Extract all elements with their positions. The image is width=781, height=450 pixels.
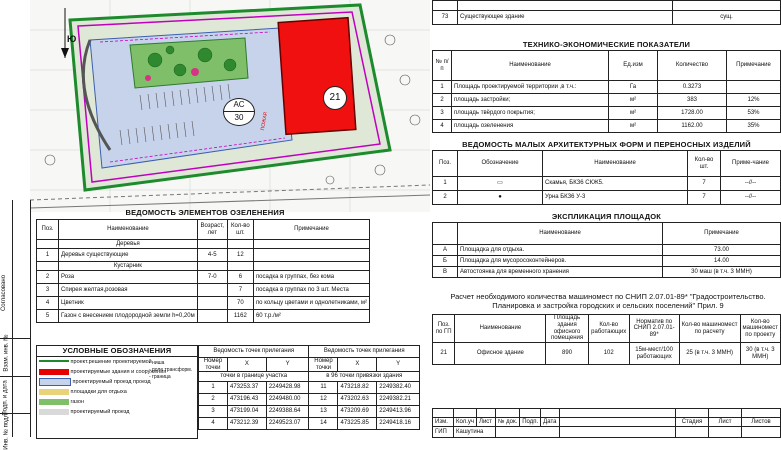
coords-cell: 2249413.96 [377, 406, 420, 418]
coords-cell: 2249382.40 [377, 382, 420, 394]
calc-header: Норматив по СНИП 2.07.01-89* [629, 315, 679, 343]
lawn-swatch [39, 399, 69, 405]
tep-cell: площадь озеленения [452, 120, 609, 133]
green-cell [197, 284, 227, 297]
coords-cell: 473212.39 [228, 418, 267, 430]
stamp-name: Кашутина [454, 427, 496, 438]
coords-header: Y [266, 358, 309, 372]
calc-header: Кол-во машиномест по расчету [679, 315, 740, 343]
maf-cell: 1 [433, 177, 458, 191]
coords-cell: 13 [309, 406, 338, 418]
parking-number: 30 [234, 113, 244, 122]
coords-cell: 473253.37 [228, 382, 267, 394]
stamp-col: Дата [541, 418, 560, 427]
side-strip [0, 200, 31, 450]
rest-area-swatch [39, 389, 69, 395]
green-cell: 60 т.р./м² [253, 310, 369, 323]
legend-item: площадки для отдыха [39, 387, 197, 397]
expl-title: ЭКСПЛИКАЦИЯ ПЛОЩАДОК [551, 212, 662, 221]
green-header: Поз. [37, 220, 59, 240]
coords-cell: 11 [309, 382, 338, 394]
legend-item: проектируемые здания и сооружения [39, 367, 197, 377]
calc-header: Поз. по ГП [433, 315, 455, 343]
green-cell: посадка в группах, без кома [253, 271, 369, 284]
expl-cell: Б [433, 256, 458, 267]
table-row [433, 245, 781, 256]
green-header: Возраст, лет [197, 220, 227, 240]
maf-cell: --//-- [721, 177, 781, 191]
green-cell: 2 [37, 271, 59, 284]
tep-header: Наименование [452, 51, 609, 81]
table-row [37, 310, 370, 323]
green-section-trees: Деревья [59, 240, 198, 249]
green-cell: 4 [37, 297, 59, 310]
coords-cell: 2249523.07 [266, 418, 309, 430]
expl-cell: 14.00 [663, 256, 781, 267]
maf-cell: Урна БКЗ6 У-3 [543, 191, 688, 205]
proj-road-swatch [39, 409, 69, 415]
expl-cell: А [433, 245, 458, 256]
fire-label: ПОЖАР. [259, 111, 270, 131]
tep-cell: 0.3273 [658, 81, 727, 94]
green-header: Кол-во шт. [227, 220, 253, 240]
table-row [433, 191, 781, 205]
green-cell: по кольцу цветами и однолетниками, м² [253, 297, 369, 310]
coords-cell: 473218.82 [338, 382, 377, 394]
calc-cell: 25 (в т.ч. 3 ММН) [679, 343, 740, 365]
coords-header: X [338, 358, 377, 372]
green-cell [197, 297, 227, 310]
green-section-bushes: Кустарник [59, 262, 198, 271]
green-cell: посадка в группах по 3 шт. Места [253, 284, 369, 297]
table-row [433, 107, 781, 120]
tep-header: Количество [658, 51, 727, 81]
building-swatch [39, 369, 69, 375]
existing-building-table [432, 0, 781, 25]
expl-cell: Площадка для мусоросоконтейнеров. [458, 256, 663, 267]
side-label-agreed: Согласовано [1, 274, 8, 312]
boundary-swatch [39, 360, 69, 364]
table-row [433, 256, 781, 267]
tep-cell: площадь застройки; [452, 94, 609, 107]
tep-cell: 12% [727, 94, 781, 107]
legend [36, 345, 198, 439]
legend-extra: - граница [149, 374, 171, 380]
calc-cell: 15м-мест/100 работающих [629, 343, 679, 365]
green-cell: Спирея желтая,розовая [59, 284, 198, 297]
calc-title: Расчет необходимого количества машиномест по СНИП 2.07.01-89* "Градостроительство. Планировка и застройка городских и сельских поселений" Прил. 9 [450, 292, 766, 310]
table-row [37, 249, 370, 262]
existing-bldg-num: 73 [433, 11, 458, 25]
coords-cell: 1 [199, 382, 228, 394]
expl-cell: Автостоянка для временного хранения [458, 267, 663, 278]
maf-cell: --//-- [721, 191, 781, 205]
tep-cell: 1162.00 [658, 120, 727, 133]
tep-header: Примечание [727, 51, 781, 81]
stamp-col: Подп. [520, 418, 541, 427]
maf-header: Поз. [433, 151, 458, 177]
maf-header: Приме-чание [721, 151, 781, 177]
tep-header: № п/п [433, 51, 452, 81]
calc-cell: 21 [433, 343, 455, 365]
table-row [433, 343, 781, 365]
green-header: Наименование [59, 220, 198, 240]
table-row [199, 418, 420, 430]
tep-cell [727, 81, 781, 94]
calc-cell: 30 (в т.ч. 3 ММН) [740, 343, 780, 365]
green-cell: 12 [227, 249, 253, 262]
coords-cell: 14 [309, 418, 338, 430]
coords-cell: 473225.85 [338, 418, 377, 430]
coords-cell: 2249418.16 [377, 418, 420, 430]
calc-cell: 890 [546, 343, 588, 365]
calc-header: Кол-во работающих [588, 315, 629, 343]
table-row [37, 271, 370, 284]
calc-header: Наименование [455, 315, 546, 343]
stamp-col: № док. [496, 418, 520, 427]
green-title: ВЕДОМОСТЬ ЭЛЕМЕНТОВ ОЗЕЛЕНЕНИЯ [125, 208, 285, 217]
north-label: Ю [67, 34, 77, 44]
legend-extra: - поле трансформ. [149, 367, 193, 373]
green-cell: 1 [37, 249, 59, 262]
tep-cell: м² [609, 120, 658, 133]
coords-sub: в 96 точки привязки здания [309, 372, 420, 382]
maf-title: ВЕДОМОСТЬ МАЛЫХ АРХИТЕКТУРНЫХ ФОРМ И ПЕРЕНОСНЫХ ИЗДЕЛИЙ [462, 140, 751, 149]
coords-cell: 4 [199, 418, 228, 430]
table-row [199, 406, 420, 418]
maf-header: Кол-во шт. [688, 151, 721, 177]
title-block [432, 408, 781, 438]
table-row [433, 94, 781, 107]
tep-cell: 1728.00 [658, 107, 727, 120]
parking-marker [223, 98, 255, 126]
expl-cell: Площадка для отдыха. [458, 245, 663, 256]
site-plan [30, 0, 430, 212]
side-label-sign: Подп. и дата [2, 380, 9, 416]
legend-extra: - ниша [149, 360, 165, 366]
coords-super: Ведомость точек прилегания [309, 346, 420, 358]
coords-cell: 12 [309, 394, 338, 406]
expl-header: Наименование [458, 223, 663, 245]
stamp-right: Лист [709, 418, 742, 427]
expl-cell: 30 маш (в т.ч. 3 ММН) [663, 267, 781, 278]
stamp-right: Листов [742, 418, 781, 427]
tep-cell: 53% [727, 107, 781, 120]
legend-item: газон [39, 397, 197, 407]
tep-table [432, 50, 781, 133]
coords-cell: 2249382.21 [377, 394, 420, 406]
coords-cell: 3 [199, 406, 228, 418]
coords-table [198, 345, 420, 430]
maf-cell: 2 [433, 191, 458, 205]
coords-header: Номер точки [199, 358, 228, 372]
tep-cell: 35% [727, 120, 781, 133]
coords-cell: 2249480.00 [266, 394, 309, 406]
building-number: 21 [323, 86, 347, 110]
green-cell: Роза [59, 271, 198, 284]
calc-header: Кол-во машиномест по проекту [740, 315, 780, 343]
coords-header: X [228, 358, 267, 372]
stamp-right: Стадия [676, 418, 709, 427]
table-row [433, 267, 781, 278]
coords-super: Ведомость точек прилегания [199, 346, 309, 358]
tep-cell: Площадь проектируемой территории ,в т.ч.: [452, 81, 609, 94]
side-label-inv: Инв. № подл. [3, 412, 10, 450]
table-row [37, 297, 370, 310]
green-cell: 1162 [227, 310, 253, 323]
legend-item: проектируемый проезд [39, 407, 197, 417]
coords-cell: 2249388.64 [266, 406, 309, 418]
green-cell: 6 [227, 271, 253, 284]
tep-cell: площадь твёрдого покрытия; [452, 107, 609, 120]
maf-header: Наименование [543, 151, 688, 177]
tep-cell: м² [609, 107, 658, 120]
coords-cell: 2 [199, 394, 228, 406]
green-cell: 5 [37, 310, 59, 323]
maf-cell: Скамья, БКЗ6 СКЖ5. [543, 177, 688, 191]
green-cell: Газон с внесением плодородной земли h=0,20м [59, 310, 198, 323]
maf-table [432, 150, 781, 205]
green-cell: 70 [227, 297, 253, 310]
stamp-role: ГИП [433, 427, 454, 438]
calc-cell: Офисное здание [455, 343, 546, 365]
maf-cell: 7 [688, 177, 721, 191]
coords-cell: 473199.04 [228, 406, 267, 418]
maf-header: Обозначение [458, 151, 543, 177]
coords-cell: 473202.63 [338, 394, 377, 406]
coords-header: Y [377, 358, 420, 372]
road-swatch [39, 378, 71, 386]
stamp-col: Изм. [433, 418, 454, 427]
green-cell: 7-0 [197, 271, 227, 284]
tep-cell: 383 [658, 94, 727, 107]
table-row [37, 284, 370, 297]
tep-header: Ед.изм [609, 51, 658, 81]
green-cell: 3 [37, 284, 59, 297]
legend-item: проектируемый проезд проезд [39, 377, 197, 387]
calc-table [432, 314, 781, 365]
tep-cell: 2 [433, 94, 452, 107]
tep-cell: 3 [433, 107, 452, 120]
green-cell: 4-5 [197, 249, 227, 262]
expl-cell: В [433, 267, 458, 278]
coords-cell: 2249428.98 [266, 382, 309, 394]
side-label-replace: Взам. инв. № [3, 334, 10, 372]
parking-label: АС [224, 99, 254, 112]
table-row [433, 120, 781, 133]
tep-cell: 1 [433, 81, 452, 94]
urn-icon: ● [458, 191, 543, 205]
green-header: Примечание [253, 220, 369, 240]
coords-sub: точки в границе участка [199, 372, 309, 382]
stamp-col: Лист [477, 418, 496, 427]
green-cell: 7 [227, 284, 253, 297]
table-row [199, 394, 420, 406]
calc-cell: 102 [588, 343, 629, 365]
green-table [36, 219, 370, 323]
tep-cell: 4 [433, 120, 452, 133]
legend-title: УСЛОВНЫЕ ОБОЗНАЧЕНИЯ [37, 346, 197, 357]
tep-cell: Га [609, 81, 658, 94]
table-row [433, 81, 781, 94]
coords-cell: 473196.43 [228, 394, 267, 406]
existing-bldg-state: сущ. [673, 11, 781, 25]
green-cell [197, 310, 227, 323]
table-row [433, 177, 781, 191]
maf-cell: 7 [688, 191, 721, 205]
coords-cell: 473209.69 [338, 406, 377, 418]
expl-header: Примечание [663, 223, 781, 245]
tep-title: ТЕХНИКО-ЭКОНОМИЧЕСКИЕ ПОКАЗАТЕЛИ [522, 40, 691, 49]
stamp-col: Кол.уч [454, 418, 477, 427]
existing-bldg-name: Существующее здание [458, 11, 673, 25]
calc-header: Площадь здания офисного помещения [546, 315, 588, 343]
green-cell: Деревья существующие [59, 249, 198, 262]
table-row [199, 382, 420, 394]
coords-header: Номер точки [309, 358, 338, 372]
bench-icon: ▭ [458, 177, 543, 191]
legend-item: проект.решение проектируемой [39, 357, 197, 367]
expl-header [433, 223, 458, 245]
green-cell: Цветник [59, 297, 198, 310]
expl-table [432, 222, 781, 278]
expl-cell: 73.00 [663, 245, 781, 256]
green-cell [253, 249, 369, 262]
tep-cell: м² [609, 94, 658, 107]
